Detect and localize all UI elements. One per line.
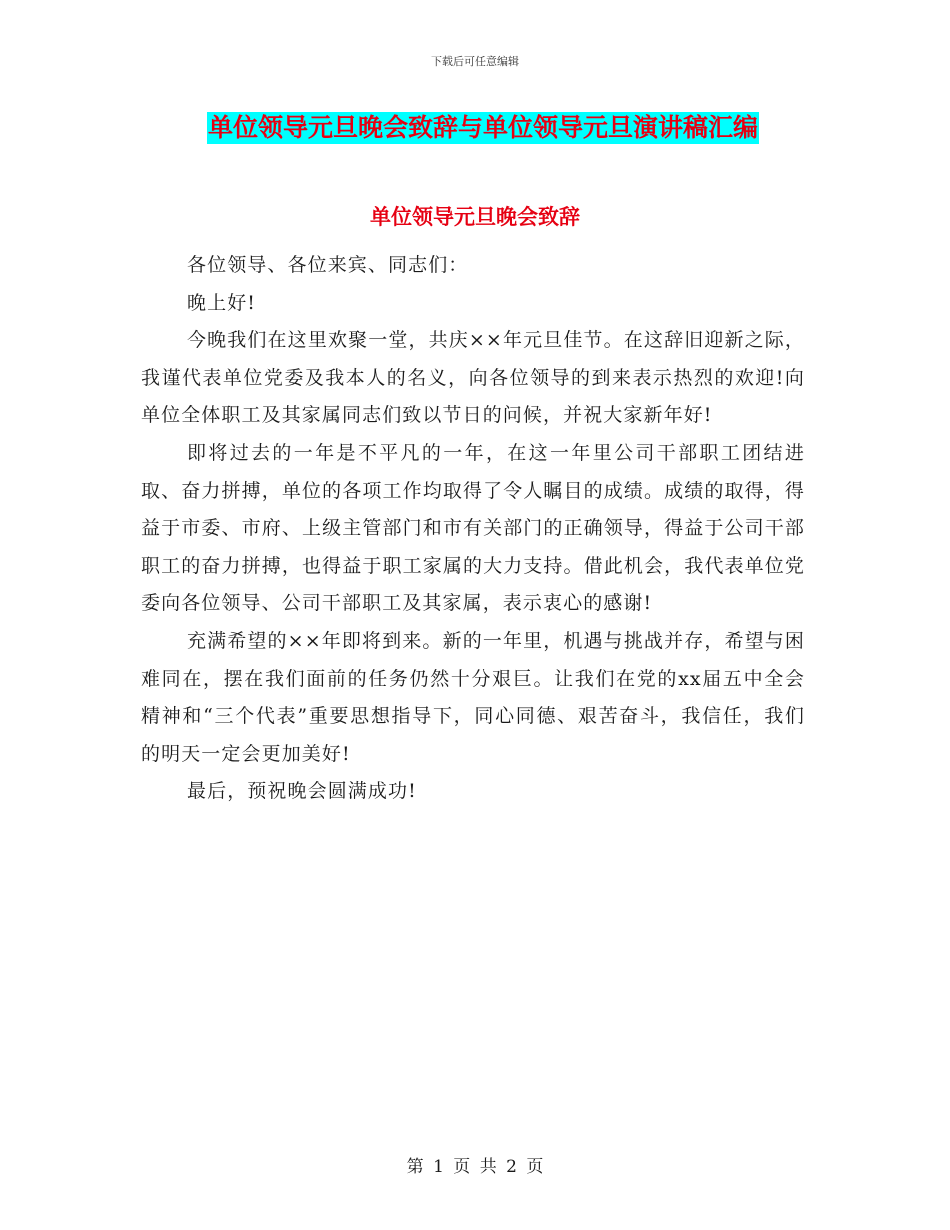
document-title: 单位领导元旦晚会致辞与单位领导元旦演讲稿汇编 xyxy=(208,113,759,142)
section-title: 单位领导元旦晚会致辞 xyxy=(370,205,580,229)
closing-paragraph: 最后，预祝晚会圆满成功! xyxy=(187,780,417,803)
document-title-wrap xyxy=(207,112,759,144)
review-paragraph: 即将过去的一年是不平凡的一年，在这一年里公司干部职工团结进取、奋力拼搏，单位的各项工作均取得了令人瞩目的成绩。成绩的取得，得益于市委、市府、上级主管部门和市有关部门的正确领导，得益于公司干部职工的奋力拼搏，也得益于职工家属的大力支持。借此机会，我代表单位党委向各位领导、公司干部职工及其家属，表示衷心的感谢! xyxy=(141,441,805,615)
page-number-footer: 第 1 页 共 2 页 xyxy=(406,1157,544,1177)
evening-greeting-paragraph: 晚上好! xyxy=(187,291,257,314)
header-note: 下载后可任意编辑 xyxy=(431,55,519,68)
welcome-paragraph: 今晚我们在这里欢聚一堂，共庆××年元旦佳节。在这辞旧迎新之际，我谨代表单位党委及我本人的名义，向各位领导的到来表示热烈的欢迎!向单位全体职工及其家属同志们致以节日的问候，并祝大家新年好! xyxy=(141,329,805,427)
greeting-paragraph: 各位领导、各位来宾、同志们： xyxy=(187,254,469,276)
speech-body xyxy=(141,247,805,811)
outlook-paragraph: 充满希望的××年即将到来。新的一年里，机遇与挑战并存，希望与困难同在，摆在我们面前的任务仍然十分艰巨。让我们在党的xx届五中全会精神和“三个代表”重要思想指导下，同心同德、艰苦奋斗，我信任，我们的明天一定会更加美好! xyxy=(141,629,805,765)
